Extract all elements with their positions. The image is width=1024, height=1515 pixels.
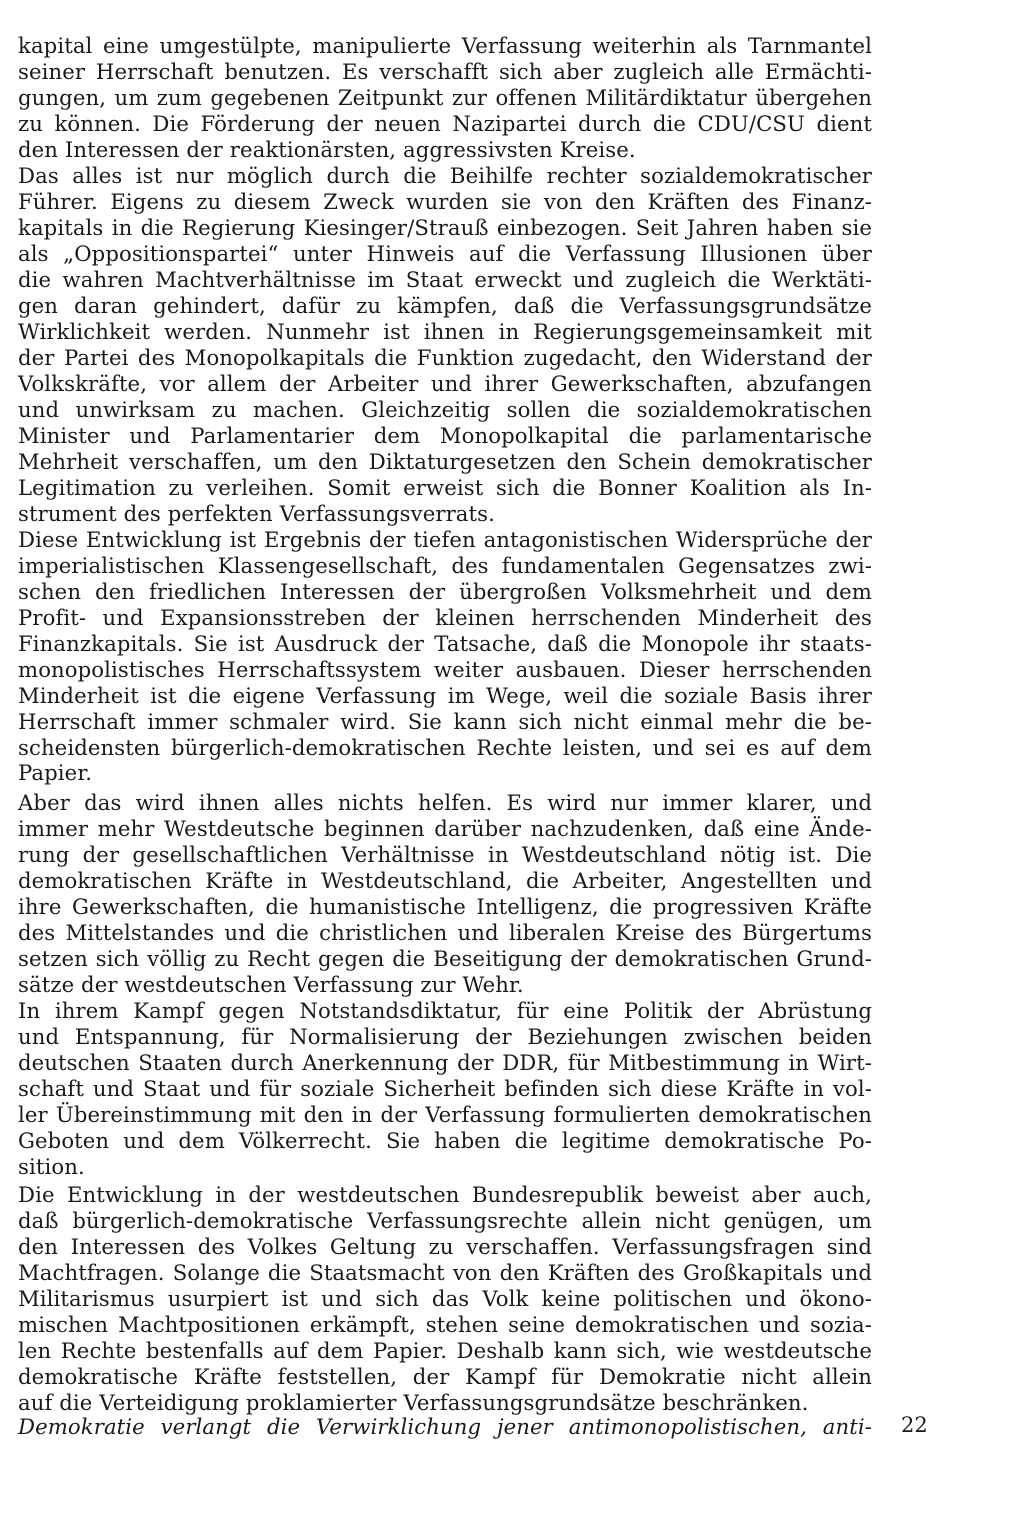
text-line: Papier. xyxy=(18,760,93,785)
text-line: schen den friedlichen Interessen der übergroßen Volksmehrheit und dem xyxy=(18,579,872,604)
text-line: des Mittelstandes und die christlichen und liberalen Kreise des Bürgertums xyxy=(18,920,872,945)
text-line: daß bürgerlich-demokratische Verfassungsrechte allein nicht genügen, um xyxy=(18,1208,872,1233)
page-number: 22 xyxy=(901,1413,928,1437)
text-line: scheidensten bürgerlich-demokratischen Rechte leisten, und sei es auf dem xyxy=(18,735,872,760)
text-line: kapital eine umgestülpte, manipulierte Verfassung weiterhin als Tarnmantel xyxy=(18,33,872,58)
text-line: gen daran gehindert, dafür zu kämpfen, daß die Verfassungsgrundsätze xyxy=(18,293,872,318)
text-line: den Interessen der reaktionärsten, aggressivsten Kreise. xyxy=(18,137,636,162)
text-line: Volkskräfte, vor allem der Arbeiter und ihrer Gewerkschaften, abzufangen xyxy=(18,371,872,396)
text-line: ler Übereinstimmung mit den in der Verfassung formulierten demokratischen xyxy=(18,1102,872,1127)
text-line: Militarismus usurpiert ist und sich das Volk keine politischen und ökono- xyxy=(18,1286,872,1311)
text-line: sition. xyxy=(18,1154,85,1179)
text-line: len Rechte bestenfalls auf dem Papier. Deshalb kann sich, wie westdeutsche xyxy=(18,1338,872,1363)
text-line: Minderheit ist die eigene Verfassung im Wege, weil die soziale Basis ihrer xyxy=(18,683,872,708)
text-line: rung der gesellschaftlichen Verhältnisse in Westdeutschland nötig ist. Die xyxy=(18,842,872,867)
text-line: Mehrheit verschaffen, um den Diktaturgesetzen den Schein demokratischer xyxy=(18,449,872,474)
text-line: schaft und Staat und für soziale Sicherheit befinden sich diese Kräfte in vol- xyxy=(18,1076,872,1101)
text-line: Herrschaft immer schmaler wird. Sie kann sich nicht einmal mehr die be- xyxy=(18,709,872,734)
text-line: auf die Verteidigung proklamierter Verfassungsgrundsätze beschränken. xyxy=(18,1390,809,1415)
text-line: Demokratie verlangt die Verwirklichung jener antimonopolistischen, anti- xyxy=(18,1414,872,1439)
text-line: setzen sich völlig zu Recht gegen die Beseitigung der demokratischen Grund- xyxy=(18,946,872,971)
text-line: strument des perfekten Verfassungsverrats. xyxy=(18,501,495,526)
text-line: In ihrem Kampf gegen Notstandsdiktatur, für eine Politik der Abrüstung xyxy=(18,998,872,1023)
text-line: den Interessen des Volkes Geltung zu verschaffen. Verfassungsfragen sind xyxy=(18,1234,872,1259)
text-line: und Entspannung, für Normalisierung der Beziehungen zwischen beiden xyxy=(18,1024,872,1049)
text-line: immer mehr Westdeutsche beginnen darüber nachzudenken, daß eine Ände- xyxy=(18,816,872,841)
text-line: Wirklichkeit werden. Nunmehr ist ihnen in Regierungsgemeinsamkeit mit xyxy=(18,319,872,344)
text-line: der Partei des Monopolkapitals die Funktion zugedacht, den Widerstand der xyxy=(18,345,872,370)
text-line: kapitals in die Regierung Kiesinger/Strauß einbezogen. Seit Jahren haben sie xyxy=(18,215,872,240)
text-line: Die Entwicklung in der westdeutschen Bundesrepublik beweist aber auch, xyxy=(18,1182,872,1207)
text-line: Profit- und Expansionsstreben der kleinen herrschenden Minderheit des xyxy=(18,605,872,630)
text-line: die wahren Machtverhältnisse im Staat erweckt und zugleich die Werktäti- xyxy=(18,267,872,292)
text-line: demokratischen Kräfte in Westdeutschland, die Arbeiter, Angestellten und xyxy=(18,868,872,893)
text-line: Das alles ist nur möglich durch die Beihilfe rechter sozialdemokratischer xyxy=(18,163,872,188)
text-line: imperialistischen Klassengesellschaft, des fundamentalen Gegensatzes zwi- xyxy=(18,553,872,578)
text-line: ihre Gewerkschaften, die humanistische Intelligenz, die progressiven Kräfte xyxy=(18,894,872,919)
text-line: Geboten und dem Völkerrecht. Sie haben die legitime demokratische Po- xyxy=(18,1128,872,1153)
text-line: mischen Machtpositionen erkämpft, stehen seine demokratischen und sozia- xyxy=(18,1312,872,1337)
text-line: Minister und Parlamentarier dem Monopolkapital die parlamentarische xyxy=(18,423,872,448)
text-line: als „Oppositionspartei“ unter Hinweis auf die Verfassung Illusionen über xyxy=(18,241,872,266)
text-line: Finanzkapitals. Sie ist Ausdruck der Tatsache, daß die Monopole ihr staats- xyxy=(18,631,872,656)
text-line: Legitimation zu verleihen. Somit erweist sich die Bonner Koalition als In- xyxy=(18,475,872,500)
text-line: zu können. Die Förderung der neuen Nazipartei durch die CDU/CSU dient xyxy=(18,111,872,136)
text-line: monopolistisches Herrschaftssystem weiter ausbauen. Dieser herrschenden xyxy=(18,657,872,682)
text-line: sätze der westdeutschen Verfassung zur Wehr. xyxy=(18,972,524,997)
text-line: seiner Herrschaft benutzen. Es verschafft sich aber zugleich alle Ermächti- xyxy=(18,59,872,84)
text-line: deutschen Staaten durch Anerkennung der DDR, für Mitbestimmung in Wirt- xyxy=(18,1050,872,1075)
text-line: und unwirksam zu machen. Gleichzeitig sollen die sozialdemokratischen xyxy=(18,397,872,422)
text-line: Führer. Eigens zu diesem Zweck wurden sie von den Kräften des Finanz- xyxy=(18,189,872,214)
text-line: demokratische Kräfte feststellen, der Kampf für Demokratie nicht allein xyxy=(18,1364,872,1389)
text-line: Aber das wird ihnen alles nichts helfen. Es wird nur immer klarer, und xyxy=(18,790,872,815)
text-line: Machtfragen. Solange die Staatsmacht von den Kräften des Großkapitals und xyxy=(18,1260,872,1285)
text-line: gungen, um zum gegebenen Zeitpunkt zur offenen Militärdiktatur übergehen xyxy=(18,85,872,110)
text-line: Diese Entwicklung ist Ergebnis der tiefen antagonistischen Widersprüche der xyxy=(18,527,872,552)
